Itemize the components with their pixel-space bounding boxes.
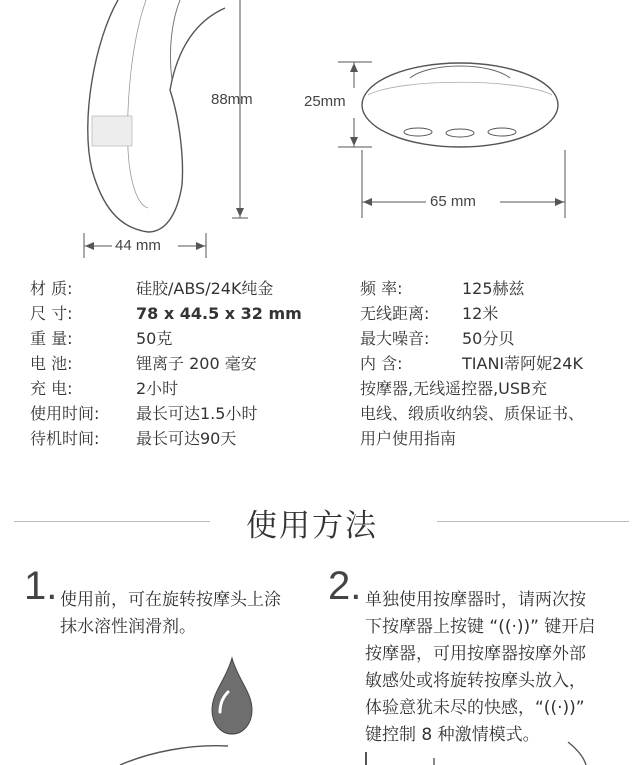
step-line: 按摩器，可用按摩器按摩外部 bbox=[365, 644, 586, 664]
spec-key: 最大噪音: bbox=[360, 329, 430, 348]
spec-row bbox=[360, 376, 630, 401]
spec-value: 硅胶/ABS/24K纯金 bbox=[136, 279, 274, 298]
step-number: 1. bbox=[24, 564, 58, 608]
spec-key: 待机时间: bbox=[30, 429, 100, 448]
spec-row bbox=[360, 276, 630, 301]
spec-key: 重 量: bbox=[30, 329, 73, 348]
height-label-right: 25mm bbox=[304, 93, 346, 110]
step-line: 单独使用按摩器时，请两次按 bbox=[365, 590, 586, 610]
height-dimension-left bbox=[232, 0, 248, 218]
spec-row bbox=[30, 301, 330, 326]
spec-value: 78 x 44.5 x 32 mm bbox=[136, 304, 302, 323]
spec-key: 充 电: bbox=[30, 379, 73, 398]
step-line: 抹水溶性润滑剂。 bbox=[60, 617, 196, 637]
spec-row bbox=[30, 426, 330, 451]
spec-key: 电 池: bbox=[30, 354, 73, 373]
spec-row bbox=[360, 301, 630, 326]
spec-value: 125赫兹 bbox=[462, 279, 525, 298]
spec-row bbox=[30, 276, 330, 301]
product-dimension-diagram bbox=[0, 0, 640, 265]
hand-product-illustration bbox=[366, 742, 586, 765]
front-view-illustration bbox=[88, 0, 225, 232]
spec-value: 最长可达1.5小时 bbox=[136, 404, 258, 423]
spec-row bbox=[30, 376, 330, 401]
spec-value: 50克 bbox=[136, 329, 173, 348]
step-line: 键控制 8 种激情模式。 bbox=[365, 725, 540, 745]
title-rule-left bbox=[14, 521, 210, 522]
section-title: 使用方法 bbox=[246, 508, 378, 544]
lubricant-drop-icon bbox=[212, 658, 252, 734]
step-line: 使用前，可在旋转按摩头上涂 bbox=[60, 590, 281, 610]
spec-value: 电线、缎质收纳袋、质保证书、 bbox=[360, 404, 585, 423]
spec-key: 内 含: bbox=[360, 354, 403, 373]
step-1-text bbox=[60, 587, 320, 641]
spec-value: 50分贝 bbox=[462, 329, 515, 348]
spec-row bbox=[360, 351, 630, 376]
spec-row bbox=[360, 426, 630, 451]
spec-value: 按摩器,无线遥控器,USB充 bbox=[360, 379, 548, 398]
step-line: 敏感处或将旋转按摩头放入， bbox=[365, 671, 586, 691]
spec-row bbox=[30, 351, 330, 376]
spec-key: 频 率: bbox=[360, 279, 403, 298]
product-outline-partial bbox=[120, 746, 228, 765]
step-line: 下按摩器上按键 “((·))” 键开启 bbox=[365, 617, 596, 637]
spec-key: 无线距离: bbox=[360, 304, 430, 323]
spec-key: 尺 寸: bbox=[30, 304, 73, 323]
spec-value: 2小时 bbox=[136, 379, 179, 398]
title-rule-right bbox=[437, 521, 629, 522]
spec-row bbox=[360, 326, 630, 351]
spec-value: 用户使用指南 bbox=[360, 429, 457, 448]
spec-value: TIANI蒂阿妮24K bbox=[462, 354, 583, 373]
step-line: 体验意犹未尽的快感，“((·))” bbox=[365, 698, 585, 718]
width-label-right: 65 mm bbox=[430, 193, 476, 210]
height-label-left: 88mm bbox=[211, 91, 253, 108]
specs-right bbox=[360, 276, 630, 451]
spec-row bbox=[30, 401, 330, 426]
width-label-left: 44 mm bbox=[115, 237, 161, 254]
spec-key: 使用时间: bbox=[30, 404, 100, 423]
specs-left bbox=[30, 276, 330, 451]
spec-row bbox=[30, 326, 330, 351]
spec-value: 锂离子 200 毫安 bbox=[136, 354, 257, 373]
step-number: 2. bbox=[328, 564, 362, 608]
spec-value: 12米 bbox=[462, 304, 499, 323]
spec-value: 最长可达90天 bbox=[136, 429, 237, 448]
side-view-illustration bbox=[362, 63, 558, 147]
spec-key: 材 质: bbox=[30, 279, 73, 298]
usage-illustrations bbox=[0, 640, 640, 765]
spec-row bbox=[360, 401, 630, 426]
